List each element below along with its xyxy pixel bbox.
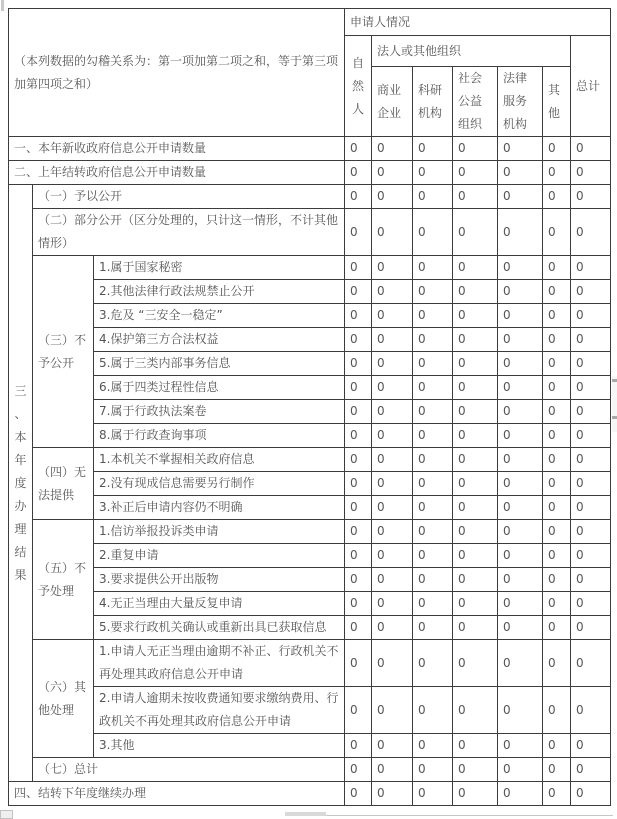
value-cell: 0 [571,687,611,734]
value-cell: 0 [345,687,372,734]
value-cell: 0 [372,758,413,782]
value-cell: 0 [372,304,413,328]
value-cell: 0 [345,544,372,568]
table-row [9,496,611,520]
value-cell: 0 [498,592,543,616]
value-cell: 0 [372,544,413,568]
value-cell: 0 [413,424,453,448]
section-label-annual-processing-results: 三、本年度办理结果 [9,185,33,782]
value-cell: 0 [345,400,372,424]
table-row [9,161,611,185]
value-cell: 0 [571,616,611,640]
value-cell: 0 [498,400,543,424]
row-label: （二）部分公开（区分处理的，只计这一情形，不计其他情形） [33,209,345,256]
value-cell: 0 [345,520,372,544]
horizontal-scrollbar-track-line [326,815,613,816]
value-cell: 0 [498,616,543,640]
gov-info-request-table [8,8,611,806]
value-cell: 0 [453,328,498,352]
value-cell: 0 [372,424,413,448]
row-label: 2.申请人逾期未按收费通知要求缴纳费用、行政机关不再处理其政府信息公开申请 [94,687,345,734]
value-cell: 0 [498,496,543,520]
value-cell: 0 [345,280,372,304]
value-cell: 0 [453,424,498,448]
value-cell: 0 [498,782,543,806]
value-cell: 0 [498,472,543,496]
value-cell: 0 [498,137,543,161]
table-row [9,209,611,256]
value-cell: 0 [345,640,372,687]
value-cell: 0 [453,544,498,568]
value-cell: 0 [413,304,453,328]
value-cell: 0 [571,352,611,376]
row-label: 1.本机关不掌握相关政府信息 [94,448,345,472]
value-cell: 0 [498,280,543,304]
value-cell: 0 [413,472,453,496]
value-cell: 0 [571,161,611,185]
group-label: （五）不予处理 [33,520,94,640]
value-cell: 0 [453,687,498,734]
value-cell: 0 [453,352,498,376]
value-cell: 0 [543,568,571,592]
value-cell: 0 [413,137,453,161]
table-row [9,280,611,304]
value-cell: 0 [413,782,453,806]
value-cell: 0 [571,734,611,758]
value-cell: 0 [543,328,571,352]
value-cell: 0 [345,568,372,592]
row-label: 7.属于行政执法案卷 [94,400,345,424]
value-cell: 0 [571,520,611,544]
value-cell: 0 [543,496,571,520]
table-row [9,758,611,782]
row-label: 二、上年结转政府信息公开申请数量 [9,161,345,185]
value-cell: 0 [413,185,453,209]
col-header-research-institution: 科研机构 [413,67,453,137]
window-edge-fragment [1,0,4,11]
table-row [9,328,611,352]
scrollbar-corner [0,810,13,819]
value-cell: 0 [453,376,498,400]
value-cell: 0 [413,280,453,304]
value-cell: 0 [571,640,611,687]
value-cell: 0 [372,616,413,640]
value-cell: 0 [543,734,571,758]
row-label: 8.属于行政查询事项 [94,424,345,448]
value-cell: 0 [453,185,498,209]
table-row [9,185,611,209]
value-cell: 0 [413,161,453,185]
col-header-social-welfare-org: 社会公益组织 [453,67,498,137]
value-cell: 0 [372,280,413,304]
row-label: 4.无正当理由大量反复申请 [94,592,345,616]
value-cell: 0 [345,209,372,256]
value-cell: 0 [345,592,372,616]
value-cell: 0 [571,376,611,400]
value-cell: 0 [413,616,453,640]
value-cell: 0 [345,304,372,328]
value-cell: 0 [453,280,498,304]
value-cell: 0 [543,185,571,209]
value-cell: 0 [413,328,453,352]
value-cell: 0 [543,544,571,568]
value-cell: 0 [543,304,571,328]
value-cell: 0 [543,782,571,806]
value-cell: 0 [571,448,611,472]
value-cell: 0 [571,496,611,520]
col-header-total: 总计 [571,36,611,137]
row-label: 一、本年新收政府信息公开申请数量 [9,137,345,161]
value-cell: 0 [498,328,543,352]
value-cell: 0 [453,520,498,544]
table-row [9,448,611,472]
table-row [9,592,611,616]
value-cell: 0 [571,758,611,782]
table-row [9,734,611,758]
value-cell: 0 [571,328,611,352]
table-row [9,137,611,161]
value-cell: 0 [453,448,498,472]
row-label: （一）予以公开 [33,185,345,209]
table-row [9,782,611,806]
row-label: 1.申请人无正当理由逾期不补正、行政机关不再处理其政府信息公开申请 [94,640,345,687]
value-cell: 0 [498,758,543,782]
value-cell: 0 [372,472,413,496]
table-note: （本列数据的勾稽关系为：第一项加第二项之和，等于第三项加第四项之和） [9,9,345,137]
value-cell: 0 [372,520,413,544]
value-cell: 0 [372,137,413,161]
value-cell: 0 [345,185,372,209]
value-cell: 0 [571,185,611,209]
value-cell: 0 [453,592,498,616]
value-cell: 0 [413,640,453,687]
horizontal-scrollbar-thumb[interactable] [285,812,326,816]
value-cell: 0 [372,568,413,592]
row-label: 5.属于三类内部事务信息 [94,352,345,376]
value-cell: 0 [345,137,372,161]
group-label: （三）不予公开 [33,256,94,448]
row-label: 3.危及 “三安全一稳定” [94,304,345,328]
value-cell: 0 [498,304,543,328]
value-cell: 0 [498,448,543,472]
value-cell: 0 [498,734,543,758]
value-cell: 0 [571,544,611,568]
value-cell: 0 [345,256,372,280]
value-cell: 0 [571,137,611,161]
col-header-legal-service-org: 法律服务机构 [498,67,543,137]
value-cell: 0 [543,592,571,616]
value-cell: 0 [372,782,413,806]
value-cell: 0 [498,376,543,400]
value-cell: 0 [372,352,413,376]
value-cell: 0 [413,400,453,424]
value-cell: 0 [543,424,571,448]
value-cell: 0 [453,256,498,280]
table-row [9,544,611,568]
value-cell: 0 [372,734,413,758]
value-cell: 0 [372,256,413,280]
value-cell: 0 [543,448,571,472]
value-cell: 0 [571,209,611,256]
row-label: 2.重复申请 [94,544,345,568]
table-row [9,304,611,328]
value-cell: 0 [543,687,571,734]
value-cell: 0 [453,758,498,782]
row-label: 5.要求行政机关确认或重新出具已获取信息 [94,616,345,640]
value-cell: 0 [413,448,453,472]
value-cell: 0 [571,280,611,304]
value-cell: 0 [345,782,372,806]
col-header-legal-or-other-org: 法人或其他组织 [372,36,571,67]
value-cell: 0 [543,758,571,782]
value-cell: 0 [498,687,543,734]
value-cell: 0 [345,734,372,758]
value-cell: 0 [413,592,453,616]
value-cell: 0 [498,256,543,280]
group-label: （六）其他处理 [33,640,94,758]
row-label: 1.信访举报投诉类申请 [94,520,345,544]
value-cell: 0 [413,520,453,544]
value-cell: 0 [543,400,571,424]
value-cell: 0 [453,640,498,687]
value-cell: 0 [413,496,453,520]
table-row [9,256,611,280]
row-label: 2.没有现成信息需要另行制作 [94,472,345,496]
value-cell: 0 [345,616,372,640]
table-row [9,352,611,376]
row-label: 3.补正后申请内容仍不明确 [94,496,345,520]
value-cell: 0 [543,137,571,161]
table-row [9,520,611,544]
value-cell: 0 [372,496,413,520]
value-cell: 0 [571,424,611,448]
value-cell: 0 [372,376,413,400]
vertical-scrollbar-fragment[interactable] [612,376,617,432]
row-label: 4.保护第三方合法权益 [94,328,345,352]
value-cell: 0 [543,640,571,687]
value-cell: 0 [372,328,413,352]
value-cell: 0 [413,352,453,376]
table-row [9,424,611,448]
col-header-commercial-enterprise: 商业企业 [372,67,413,137]
value-cell: 0 [372,209,413,256]
row-label: 3.要求提供公开出版物 [94,568,345,592]
col-header-natural-person: 自然人 [345,36,372,137]
col-header-other: 其他 [543,67,571,137]
value-cell: 0 [345,448,372,472]
value-cell: 0 [543,616,571,640]
value-cell: 0 [413,544,453,568]
value-cell: 0 [498,352,543,376]
value-cell: 0 [453,734,498,758]
value-cell: 0 [498,568,543,592]
value-cell: 0 [543,376,571,400]
value-cell: 0 [453,472,498,496]
value-cell: 0 [372,400,413,424]
value-cell: 0 [372,161,413,185]
value-cell: 0 [543,280,571,304]
col-header-applicant-situation: 申请人情况 [345,9,611,36]
table-row [9,568,611,592]
value-cell: 0 [543,209,571,256]
table-row [9,687,611,734]
value-cell: 0 [345,352,372,376]
value-cell: 0 [413,376,453,400]
value-cell: 0 [345,496,372,520]
value-cell: 0 [543,520,571,544]
value-cell: 0 [453,616,498,640]
table-body [9,137,611,806]
value-cell: 0 [543,352,571,376]
row-label: 四、结转下年度继续办理 [9,782,345,806]
value-cell: 0 [453,568,498,592]
table-row [9,376,611,400]
value-cell: 0 [345,424,372,448]
scrollbar-dash-icon [612,416,617,419]
row-label: 1.属于国家秘密 [94,256,345,280]
value-cell: 0 [498,424,543,448]
row-label: （七）总计 [33,758,345,782]
value-cell: 0 [571,782,611,806]
value-cell: 0 [372,592,413,616]
value-cell: 0 [571,400,611,424]
value-cell: 0 [345,472,372,496]
value-cell: 0 [498,544,543,568]
value-cell: 0 [345,161,372,185]
value-cell: 0 [543,472,571,496]
value-cell: 0 [413,687,453,734]
scrollbar-dash-icon [612,379,617,382]
value-cell: 0 [453,782,498,806]
value-cell: 0 [413,734,453,758]
value-cell: 0 [453,161,498,185]
value-cell: 0 [571,568,611,592]
value-cell: 0 [413,568,453,592]
group-label: （四）无法提供 [33,448,94,520]
value-cell: 0 [571,304,611,328]
table-row [9,400,611,424]
value-cell: 0 [543,256,571,280]
value-cell: 0 [372,687,413,734]
value-cell: 0 [372,448,413,472]
value-cell: 0 [498,161,543,185]
value-cell: 0 [498,185,543,209]
value-cell: 0 [413,256,453,280]
row-label: 2.其他法律行政法规禁止公开 [94,280,345,304]
value-cell: 0 [413,209,453,256]
value-cell: 0 [372,185,413,209]
table-row [9,472,611,496]
value-cell: 0 [453,496,498,520]
value-cell: 0 [345,758,372,782]
value-cell: 0 [571,592,611,616]
value-cell: 0 [413,758,453,782]
value-cell: 0 [345,328,372,352]
value-cell: 0 [498,520,543,544]
value-cell: 0 [372,640,413,687]
value-cell: 0 [345,376,372,400]
value-cell: 0 [453,400,498,424]
row-label: 3.其他 [94,734,345,758]
value-cell: 0 [453,209,498,256]
value-cell: 0 [571,256,611,280]
table-row [9,616,611,640]
value-cell: 0 [543,161,571,185]
value-cell: 0 [498,640,543,687]
value-cell: 0 [571,472,611,496]
table-row [9,640,611,687]
value-cell: 0 [453,137,498,161]
row-label: 6.属于四类过程性信息 [94,376,345,400]
value-cell: 0 [498,209,543,256]
value-cell: 0 [453,304,498,328]
